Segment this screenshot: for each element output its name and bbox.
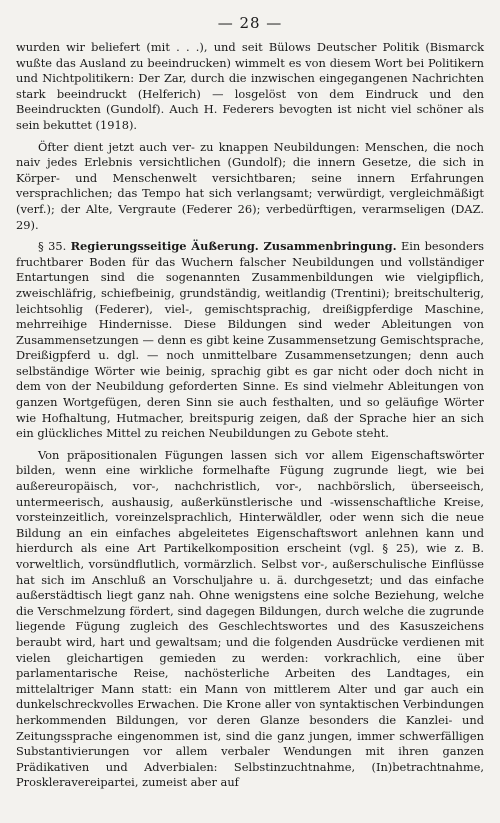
section-number: § 35. xyxy=(38,239,67,254)
page-number: — 28 — xyxy=(217,14,283,32)
paragraph-2: Öfter dient jetzt auch ver- zu knappen Neubildungen: Menschen, die noch naiv jedes Erlebnis versichtlichen (Gundolf); die innern Gesetze, die sich in Körper- und Menschenwelt versichtbaren; seine innern Erfahrungen versprachlichen; das Tempo hat sich verlangsamt; verwürdigt, vergleichmäßigt (verf.); der Alte, Vergraute (Federer 26); verbedürftigen, verarmseligen (DAZ. 29). xyxy=(16,139,484,232)
section-title: Regierungsseitige Äußerung. Zusammenbringung. xyxy=(70,239,397,254)
paragraph-3-body: Ein besonders fruchtbarer Boden für das Wuchern falscher Neubildungen und vollständiger Entartungen sind die sogenannten Zusammenbildungen wie vielgipflich, zweischläfrig, schiefbeinig, grundständig, weitlandig (Trentini); breitschulterig, leichtsohlig (Federer), viel-, gemischtsprachig, dreißigpferdige Maschine, mehrreihige Hindernisse. Diese Bildungen sind weder Ableitungen von Zusammensetzungen — denn es gibt keine Zusammensetzung Gemischtsprache, Dreißigpferd u. dgl. — noch unmittelbare Zusammensetzungen; denn auch selbständige Wörter wie beinig, sprachig gibt es gar nicht oder doch nicht in dem von der Neubildung geforderten Sinne. Es sind vielmehr Ableitungen von ganzen Wortgefügen, deren Sinn sie auch festhalten, und so geläufige Wörter wie Hofhaltung, Hutmacher, breitspurig zeigen, daß der Sprache hier an sich ein glückliches Mittel zu reichen Neubildungen zu Gebote steht. xyxy=(16,239,484,441)
paragraph-4: Von präpositionalen Fügungen lassen sich vor allem Eigenschaftswörter bilden, wenn eine wirkliche formelhafte Fügung zugrunde liegt, wie bei außereuropäisch, vor-, nachchristlich, vor-, nachbörslich, überseeisch, untermeerisch, aushausig, außerkünstlerische und -wissenschaftliche Kreise, vorsteinzeitlich, voreinzelsprachlich, Hinterwäldler, oder wenn sich die neue Bildung an ein einfaches abgeleitetes Eigenschaftswort anlehnen kann und hierdurch als eine Art Partikelkomposition erscheint (vgl. § 25), wie z. B. vorweltlich, vorsündflutlich, vormärzlich. Selbst vor-, außerschulische Einflüsse hat sich im Anschluß an Vorschuljahre u. ä. durchgesetzt; und das einfache außerstädtisch liegt ganz nah. Ohne wenigstens eine solche Beziehung, welche die Verschmelzung fördert, sind dagegen Bildungen, durch welche die zugrunde liegende Fügung zugleich des Geschlechtswortes und des Kasuszeichens beraubt wird, hart und gewaltsam; und die folgenden Ausdrücke verdienen mit vielen gleichartigen gemieden zu werden: vorkrachlich, eine über parlamentarische Reise, nachösterliche Arbeiten des Landtages, ein mittelaltriger Mann statt: ein Mann von mittlerem Alter und gar auch ein dunkelschreckvolles Erwachen. Die Krone aller von syntaktischen Verbindungen herkommenden Bildungen, vor deren Glanze besonders die Kanzlei- und Zeitungssprache eingenommen ist, sind die ganz jungen, immer schwerfälligen Substantivierungen vor allem verbaler Wendungen mit ihren ganzen Prädikativen und Adverbialen: Selbstinzuchtnahme, (In)betrachtnahme, Proskleravereipartei, zumeist aber auf xyxy=(16,447,484,790)
paragraph-3 xyxy=(16,239,484,442)
paragraph-1: wurden wir beliefert (mit . . .), und seit Bülows Deutscher Politik (Bismarck wußte das Ausland zu beeindrucken) wimmelt es von diesem Wort bei Politikern und Nichtpolitikern: Der Zar, durch die inzwischen eingegangenen Nachrichten stark beeindruckt (Helferich) — losgelöst von dem Eindruck und den Beeindruckten (Gundolf). Auch H. Federers bevogten ist nicht viel schöner als sein bekuttet (1918). xyxy=(16,40,484,132)
